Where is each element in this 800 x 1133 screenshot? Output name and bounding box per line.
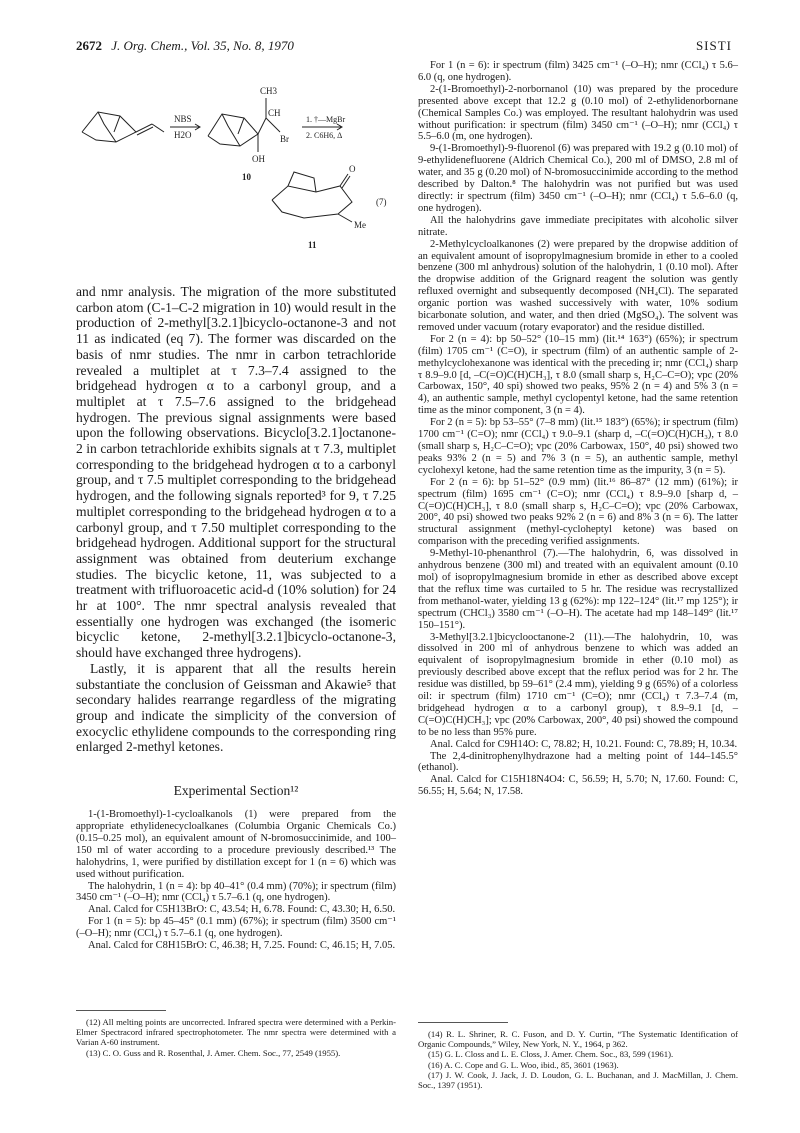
running-header xyxy=(76,38,732,58)
journal-citation: J. Org. Chem., Vol. 35, No. 8, 1970 xyxy=(111,38,294,53)
experimental-paragraph: For 2 (n = 4): bp 50–52° (10–15 mm) (lit.¹⁴ 163°) (65%); ir spectrum (film) 1705 cm⁻¹ (C=O), ir spectrum (film) of an authentic sample of 2-methylcyclohexanone was identical with the preceding ir; nmr (CCl₄) sharp τ 8.9–9.0 [d, –C(=O)C(H)CH₃], τ 8.0 (small sharp s, H₂C–C=O); vpc (20% Carbowax, 150°, 40 spi) showed two peaks, 95% 2 (n = 4) and 5% 3 (n = 4), an authentic sample, methyl cyclopentyl ketone, had the same retention time as the minor component, 3 (n = 4). xyxy=(418,333,738,417)
bicyclic-ketone-11-structure xyxy=(272,172,352,222)
reagent-water-label: H2O xyxy=(174,130,192,140)
halohydrin-10-structure xyxy=(208,98,280,152)
experimental-paragraph: For 2 (n = 5): bp 53–55° (7–8 mm) (lit.¹⁵ 183°) (65%); ir spectrum (film) 1700 cm⁻¹ (C=O); nmr (CCl₄) τ 9.0–9.1 (sharp d, –C(=O)C(H)CH₃), τ 8.0 (small sharp s, H₂C–C=O); vpc (20% Carbowax, 150°, 40 psi) showed two peaks 93% 2 (n = 5) and 7% 3 (n = 5), an authentic sample, methyl cyclohexyl ketone, had the same retention time as the impurity, 3 (n = 5). xyxy=(418,417,738,476)
experimental-paragraph: 9-(1-Bromoethyl)-9-fluorenol (6) was prepared with 19.2 g (0.10 mol) of 9-ethylidenefluorene (Aldrich Chemical Co.), 200 ml of DMSO, 2.8 ml of water, and 35 g (0.20 mol) of N-bromosuccinimide according to the method described by Dalton.⁸ The halohydrin was not purified but was used directly: ir spectrum (film) 3450 cm⁻¹ (–O–H); nmr (CCl₄) τ 5.6–6.0 (q, one hydrogen). xyxy=(418,143,738,214)
right-footnotes xyxy=(418,1022,738,1090)
experimental-paragraph: 1-(1-Bromoethyl)-1-cycloalkanols (1) were prepared from the appropriate ethylidenecycloalkanes (Columbia Organic Chemicals Co.) (0.15–0.25 mol), an equivalent amount of N-bromosuccinimide, and 100–150 ml of water according to a procedure previously described.¹³ The halohydrins, 1, were purified by distillation except for 1 (n = 6) which was used without purification. xyxy=(76,809,396,880)
footnote: (15) G. L. Closs and L. E. Closs, J. Amer. Chem. Soc., 83, 599 (1961). xyxy=(428,1049,674,1060)
analysis-paragraph: Anal. Calcd for C9H14O: C, 78.82; H, 10.21. Found: C, 78.89; H, 10.34. xyxy=(430,738,738,750)
experimental-paragraph: For 1 (n = 5): bp 45–45° (0.1 mm) (67%); ir spectrum (film) 3500 cm⁻¹ (–O–H); nmr (CCl₄) τ 5.7–6.1 (q, one hydrogen). xyxy=(76,916,396,940)
footnote: (14) R. L. Shriner, R. C. Fuson, and D. Y. Curtin, “The Systematic Identification of Organic Compounds,” Wiley, New York, N. Y., 1964, p 362. xyxy=(418,1029,738,1050)
author-name: SISTI xyxy=(695,38,732,53)
reagent-nbs-label: NBS xyxy=(174,114,192,124)
reaction-scheme xyxy=(76,60,396,282)
footnote-rule xyxy=(76,1010,166,1011)
methyl-label: CH3 xyxy=(260,86,278,96)
methyl-substituent-label: Me xyxy=(354,220,366,230)
left-column xyxy=(76,60,396,952)
bromine-label: Br xyxy=(280,134,289,144)
experimental-paragraph: For 1 (n = 6): ir spectrum (film) 3425 cm⁻¹ (–O–H); nmr (CCl₄) τ 5.6–6.0 (q, one hydrogen). xyxy=(418,60,738,83)
page-number: 2672 xyxy=(76,38,102,53)
analysis-paragraph: Anal. Calcd for C8H15BrO: C, 46.38; H, 7.25. Found: C, 46.15; H, 7.05. xyxy=(88,940,396,952)
body-paragraph: Lastly, it is apparent that all the results herein substantiate the conclusion of Geissman and Akawie⁵ that secondary halides rearrange regardless of the migrating group and indicate the simplicity of the conversion of exocyclic ethylidene compounds to the corresponding ring enlarged 2-methyl ketones. xyxy=(76,660,396,755)
footnote-rule xyxy=(418,1022,508,1023)
footnote: (16) A. C. Cope and G. L. Woo, ibid., 85, 3601 (1963). xyxy=(428,1059,619,1070)
equation-number: (7) xyxy=(376,197,387,207)
compound-10-label: 10 xyxy=(242,172,251,182)
compound-11-label: 11 xyxy=(308,240,317,250)
hydroxyl-label: OH xyxy=(252,154,265,164)
analysis-paragraph: Anal. Calcd for C5H13BrO: C, 43.54; H, 6.78. Found: C, 43.30; H, 6.50. xyxy=(88,904,396,916)
carbonyl-oxygen-label: O xyxy=(349,164,356,174)
right-column xyxy=(418,60,738,798)
experimental-paragraph: For 2 (n = 6): bp 51–52° (0.9 mm) (lit.¹⁶ 86–87° (12 mm) (61%); ir spectrum (film) 1695 cm⁻¹ (C=O); nmr (CCl₄) τ 8.9–9.0 [sharp d, –C(=O)C(H)CH₃], τ 8.0 (small sharp s, H₂C–C=O); vpc (20% Carbowax, 200°, 40 psi) showed two peaks 92% 2 (n = 6) and 8% 3 (n = 6). The latter structural assignment (methyl-cycloheptyl ketone) was based on comparison with the preceding verified assignments. xyxy=(418,476,738,548)
experimental-paragraph: 9-Methyl-10-phenanthrol (7).—The halohydrin, 6, was dissolved in anhydrous benzene (300 ml) and treated with an equivalent amount (0.10 mol) of isopropylmagnesium bromide in ether as described above except that the reflux time was curtailed to 5 hr. The residue was recrystallized from methanol-water, yielding 13 g (62%): mp 122–124° (lit.¹⁷ mp 125°); ir spectrum (CHCl₃) 3580 cm⁻¹ (–O–H). The acetate had mp 148–149° (lit.¹⁷ 150–151°). xyxy=(418,548,738,631)
footnote: (17) J. W. Cook, J. Jack, J. D. Loudon, G. L. Buchanan, and J. MacMillan, J. Chem. Soc., 1397 (1951). xyxy=(418,1069,738,1091)
experimental-paragraph: 3-Methyl[3.2.1]bicyclooctanone-2 (11).—The halohydrin, 10, was dissolved in 200 ml of anhydrous benzene to which was added an equivalent of isopropylmagnesium bromide in ether (0.10 mol) as previously described above except that the reflux period was for 2 hr. The residue was distilled, bp 59–61° (2.4 mm), yielding 9 g (65%) of a colorless oil: ir spectrum (film) 1710 cm⁻¹ (C=O); nmr (CCl₄) τ 7.3–7.4 (m, bridgehead hydrogen α to a carbonyl group), τ 8.9–9.1 [d, –C(=O)C(H)CH₃]; vpc (20% Carbowax, 200°, 40 psi) showed the compound to be no less than 95% pure. xyxy=(418,631,738,738)
footnote: (13) C. O. Guss and R. Rosenthal, J. Amer. Chem. Soc., 77, 2549 (1955). xyxy=(86,1047,341,1058)
benzene-reflux-label: 2. C6H6, Δ xyxy=(306,131,343,140)
left-footnotes xyxy=(76,1010,396,1058)
reaction-arrow-2 xyxy=(302,124,342,130)
experimental-paragraph: The halohydrin, 1 (n = 4): bp 40–41° (0.4 mm) (70%); ir spectrum (film) 3450 cm⁻¹ (–O–H); nmr (CCl₄) τ 5.7–6.1 (q, one hydrogen). xyxy=(76,880,396,904)
experimental-paragraph: 2-Methylcycloalkanones (2) were prepared by the dropwise addition of an equivalent amount of isopropylmagnesium bromide in ether to a cooled benzene (300 ml anhydrous) solution of the halohydrin, 1 (0.10 mol). After the dropwise addition of the Grignard reagent the solution was gently refluxed overnight and subsequently decomposed (NH₄Cl). The separated organic portion was washed successively with water, 10% sodium bicarbonate solution, and water, and then dried (MgSO₄). The solvent was removed under vacuum (rotary evaporator) and the residue distilled. xyxy=(418,238,738,333)
grignard-reagent-label: 1. †—MgBr xyxy=(306,115,346,124)
footnote: (12) All melting points are uncorrected. Infrared spectra were determined with a Perkin-Elmer Spectracord infrared spectrophotometer. The nmr spectra were determined with a Varian A-60 instrument. xyxy=(76,1017,396,1048)
experimental-paragraph: All the halohydrins gave immediate precipitates with alcoholic silver nitrate. xyxy=(418,214,738,238)
ch-label: CH xyxy=(268,108,281,118)
ethylidene-norbornane-structure xyxy=(82,112,164,142)
body-paragraph: and nmr analysis. The migration of the more substituted carbon atom (C-1–C-2 migration in 10) would result in the production of 2-methyl[3.2.1]bicyclo-octanone-3 and not 11 as indicated (eq 7). The former was discarded on the basis of nmr studies. The nmr in carbon tetrachloride revealed a multiplet at τ 7.3–7.4 assigned to the bridgehead hydrogen α to a carbonyl group, and a multiplet at τ 7.5–7.6 assigned to the bridgehead hydrogen. The previous signal assignments were based upon the following observations. Bicyclo[3.2.1]octanone-2 in carbon tetrachloride exhibits signals at τ 7.3, multiplet corresponding to the bridgehead hydrogen α to a carbonyl group, and τ 7.5 multiplet corresponding to the bridgehead hydrogen, and the following signals reported³ for 9, τ 7.25 multiplet corresponding to the bridgehead hydrogen α to a carbonyl group, and τ 7.50 multiplet corresponding to the bridgehead hydrogen. Additional support for the structural assignment was obtained from deuterium exchange studies. The bicyclic ketone, 11, was subjected to a treatment with trifluoroacetic acid-d (10% solution) for 24 hr at 100°. The nmr spectral analysis revealed that essentially one hydrogen was exchanged (the isomeric bicyclic ketone, 2-methyl[3.2.1]bicyclo-octanone-3, should have exchanged three hydrogens). xyxy=(76,284,396,661)
analysis-paragraph: Anal. Calcd for C15H18N4O4: C, 56.59; H, 5.70; N, 17.60. Found: C, 56.55; H, 5.64; N, 17.58. xyxy=(418,774,738,798)
reaction-scheme-drawing xyxy=(76,60,396,282)
experimental-paragraph: The 2,4-dinitrophenylhydrazone had a melting point of 144–145.5° (ethanol). xyxy=(418,750,738,774)
experimental-paragraph: 2-(1-Bromoethyl)-2-norbornanol (10) was prepared by the procedure presented above except that 12.2 g (0.10 mol) of 2-ethylidenorbornane (Chemical Samples Co.) was employed. The resultant halohydrin was used without purification: ir spectrum (film) 3450 cm⁻¹ (–O–H); nmr (CCl₄) τ 5.5–6.0 (m, one hydrogen). xyxy=(418,83,738,143)
section-title: Experimental Section¹² xyxy=(173,783,299,799)
